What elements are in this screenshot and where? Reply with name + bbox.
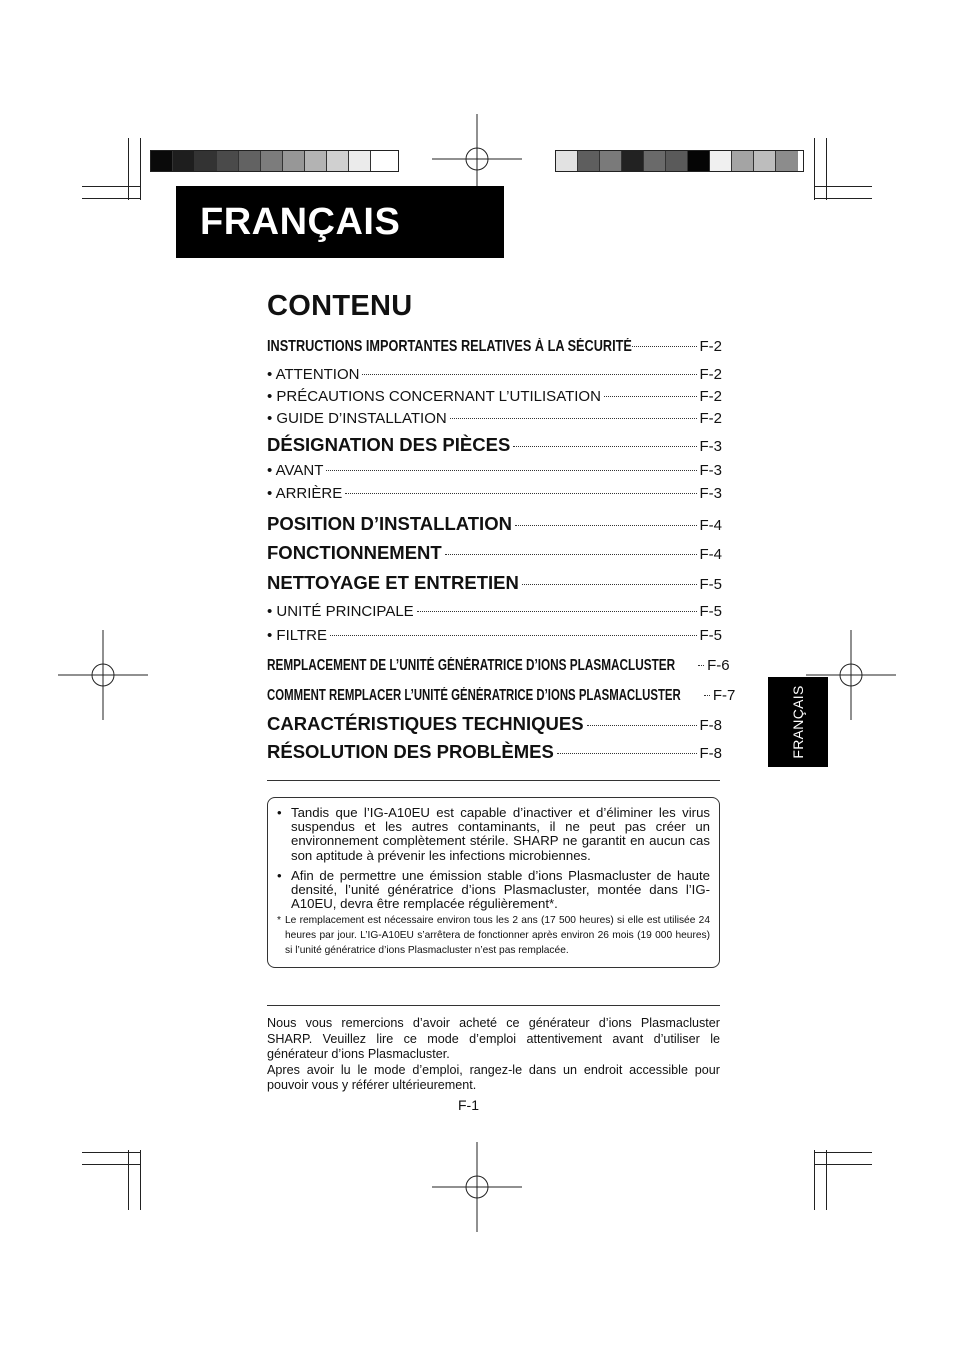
toc-entry-label: • GUIDE D’INSTALLATION [267,410,447,427]
toc-entry-page: F-2 [699,388,722,405]
notice-item [277,869,710,912]
crop-mark [826,138,827,200]
color-swatch [754,151,776,171]
toc-entry-page: F-3 [699,438,722,455]
toc-entry-label: • UNITÉ PRINCIPALE [267,603,414,620]
crop-mark [814,198,872,199]
language-title-text: FRANÇAIS [200,200,401,243]
color-swatch [305,151,327,171]
toc-leader [704,695,710,696]
toc-entry-page: F-5 [699,627,722,644]
toc-entry[interactable] [267,542,722,564]
toc-entry-page: F-7 [712,687,736,704]
color-swatch [644,151,666,171]
color-swatch [151,151,173,171]
notice-box [267,797,720,968]
toc-leader [362,374,696,375]
toc-entry[interactable] [267,388,722,405]
page-number: F-1 [458,1097,479,1113]
toc-leader [450,418,697,419]
language-title [176,186,504,258]
contents-heading: CONTENU [267,290,413,322]
registration-mark-bottom [432,1142,522,1232]
toc-entry-label: • ATTENTION [267,366,360,383]
thank-you-paragraph: Apres avoir lu le mode d’emploi, rangez-le dans un endroit accessible pour pouvoir vous y référer ultérieurement. [267,1062,720,1093]
toc-entry-label: CARACTÉRISTIQUES TECHNIQUES [267,713,584,734]
toc-entry-page: F-2 [699,366,722,383]
toc-leader [604,396,697,397]
color-swatch [239,151,261,171]
color-swatch [283,151,305,171]
toc-entry-label: NETTOYAGE ET ENTRETIEN [267,572,519,593]
toc-leader [557,753,697,754]
toc-entry-page: F-3 [699,462,722,479]
toc-entry[interactable] [267,687,736,705]
toc-entry-label: COMMENT REMPLACER L’UNITÉ GÉNÉRATRICE D’IONS PLASMACLUSTER [267,687,681,704]
color-swatch [578,151,600,171]
toc-entry[interactable] [267,410,722,427]
toc-entry-label: • PRÉCAUTIONS CONCERNANT L’UTILISATION [267,388,601,405]
toc-entry-label: • ARRIÈRE [267,485,343,502]
bullet: • [277,805,282,820]
toc-entry[interactable] [267,434,722,456]
divider [267,780,720,781]
toc-entry[interactable] [267,338,722,356]
footnote-text: Le remplacement est nécessaire environ tous les 2 ans (17 500 heures) si elle est utilisée 24 heures par jour. L’IG-A10EU s’arrêtera de fonctionner après environ 26 mois (19 000 heures) si l’unité génératrice d’ions Plasmacluster n’est pas remplacée. [285,915,710,957]
toc-leader [587,725,697,726]
color-swatch [600,151,622,171]
toc-entry-page: F-4 [699,517,722,534]
color-swatch [666,151,688,171]
toc-leader [326,470,696,471]
crop-mark [814,1152,872,1153]
toc-leader [445,554,697,555]
toc-entry[interactable] [267,627,722,644]
language-side-tab [768,677,828,767]
color-swatch [371,151,393,171]
toc-entry-page: F-5 [699,576,722,593]
toc-leader [345,493,696,494]
toc-entry-label: POSITION D’INSTALLATION [267,513,512,534]
thank-you-paragraph: Nous vous remercions d’avoir acheté ce générateur d’ions Plasmacluster SHARP. Veuillez lire ce mode d’emploi attentivement avant d’utiliser le générateur d’ions Plasmacluster. [267,1016,720,1062]
toc-entry-page: F-8 [699,745,722,762]
color-swatch [732,151,754,171]
toc-entry-label: INSTRUCTIONS IMPORTANTES RELATIVES À LA SÉCURITÉ [267,338,632,355]
crop-mark [814,138,815,200]
color-swatch [776,151,798,171]
toc-leader [515,525,697,526]
color-swatch [261,151,283,171]
toc-leader [698,665,704,666]
crop-mark [814,186,872,187]
footnote-mark: * [277,915,281,927]
color-swatch [173,151,195,171]
crop-mark [814,1150,815,1210]
toc-entry[interactable] [267,603,722,620]
color-swatch [217,151,239,171]
crop-mark [814,1164,872,1165]
thank-you-text [267,1016,720,1094]
color-swatch [688,151,710,171]
color-bar-left [150,150,399,172]
toc-entry-label: RÉSOLUTION DES PROBLÈMES [267,741,554,762]
toc-entry-page: F-4 [699,546,722,563]
toc-entry-page: F-2 [699,410,722,427]
toc-entry-label: REMPLACEMENT DE L’UNITÉ GÉNÉRATRICE D’IONS PLASMACLUSTER [267,657,676,674]
toc-entry-page: F-6 [707,657,730,674]
color-bar-right [555,150,804,172]
crop-mark [82,198,140,199]
crop-mark [140,1150,141,1210]
crop-mark [82,1152,140,1153]
toc-entry-label: • AVANT [267,462,324,479]
toc-entry-page: F-2 [699,338,722,355]
color-swatch [327,151,349,171]
color-swatch [556,151,578,171]
registration-mark-left [58,630,148,720]
notice-item-text: Tandis que l’IG-A10EU est capable d’inactiver et d’éliminer les virus suspendus et les autres contaminants, il ne peut pas créer un environnement complètement stérile. SHARP ne garantit en aucun cas son aptitude à prévenir les infections microbiennes. [291,805,710,863]
toc-leader [417,611,697,612]
toc-entry-page: F-8 [699,717,722,734]
toc-entry[interactable] [267,462,722,479]
crop-mark [140,138,141,200]
color-swatch [349,151,371,171]
crop-mark [82,1164,140,1165]
color-swatch [710,151,732,171]
toc-entry-label: FONCTIONNEMENT [267,542,442,563]
crop-mark [128,1150,129,1210]
toc-entry-label: • FILTRE [267,627,327,644]
color-swatch [622,151,644,171]
notice-footnote [277,913,710,958]
toc-entry[interactable] [267,713,722,735]
toc-leader [632,346,697,347]
notice-item-text: Afin de permettre une émission stable d’ions Plasmacluster de haute densité, l’unité génératrice d’ions Plasmacluster, montée dans l’IG-A10EU, devra être remplacée régulièrement*. [291,867,710,912]
toc-entry[interactable] [267,741,722,763]
color-swatch [195,151,217,171]
crop-mark [826,1150,827,1210]
divider [267,1005,720,1006]
toc-entry[interactable] [267,366,722,383]
toc-entry-label: DÉSIGNATION DES PIÈCES [267,434,511,455]
toc-leader [522,584,697,585]
notice-item [277,806,710,863]
bullet: • [277,867,282,883]
side-tab-label: FRANÇAIS [790,685,806,759]
toc-entry[interactable] [267,513,722,535]
toc-entry[interactable] [267,657,730,675]
toc-entry-page: F-3 [699,485,722,502]
toc-entry[interactable] [267,572,722,594]
crop-mark [82,186,140,187]
toc-leader [513,446,696,447]
toc-leader [330,635,697,636]
toc-entry-page: F-5 [699,603,722,620]
toc-entry[interactable] [267,485,722,502]
crop-mark [128,138,129,200]
